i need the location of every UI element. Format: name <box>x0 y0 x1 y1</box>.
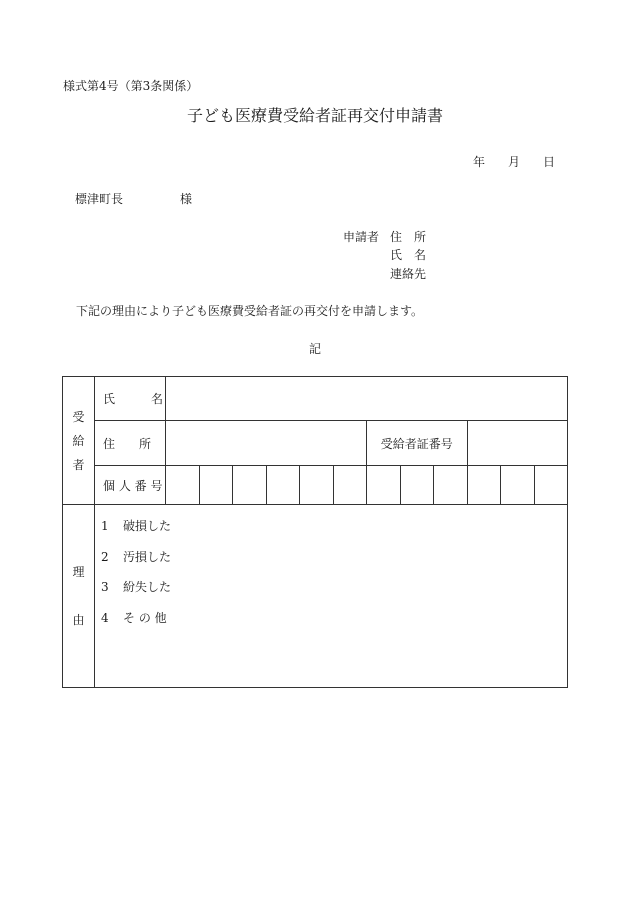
individual-number-digit[interactable] <box>467 466 501 505</box>
applicant-label: 申請者 <box>343 230 380 244</box>
recipient-address-label: 住 所 <box>95 421 166 466</box>
recipient-name-label: 氏 名 <box>95 377 166 421</box>
individual-number-digit[interactable] <box>434 466 468 505</box>
reason-number: 2 <box>101 549 109 564</box>
individual-number-digit[interactable] <box>166 466 200 505</box>
individual-number-digit[interactable] <box>367 466 401 505</box>
reason-options <box>95 505 568 688</box>
addressee-name: 標津町長 <box>75 192 124 206</box>
application-table <box>62 376 568 688</box>
reason-option[interactable] <box>101 578 567 609</box>
applicant-contact-label: 連絡先 <box>390 267 427 281</box>
recipient-header: 受 給 者 <box>63 377 95 505</box>
individual-number-digit[interactable] <box>266 466 300 505</box>
individual-number-digit[interactable] <box>233 466 267 505</box>
applicant-address-label: 住 所 <box>390 230 427 244</box>
certificate-number-field[interactable] <box>467 421 568 466</box>
individual-number-row <box>63 466 568 505</box>
recipient-name-field[interactable] <box>166 377 568 421</box>
date-month-label: 月 <box>508 155 521 169</box>
reason-number: 4 <box>101 610 109 625</box>
individual-number-digit[interactable] <box>501 466 535 505</box>
recipient-address-field[interactable] <box>166 421 367 466</box>
date-year-label: 年 <box>473 155 486 169</box>
individual-number-digit[interactable] <box>534 466 568 505</box>
reason-number: 3 <box>101 580 109 594</box>
reason-option[interactable] <box>101 548 567 579</box>
reason-header: 理 由 <box>63 505 95 688</box>
reason-text: 汚損した <box>123 549 172 564</box>
recipient-address-row <box>63 421 568 466</box>
individual-number-digit[interactable] <box>300 466 334 505</box>
reason-text: 破損した <box>123 519 172 533</box>
addressee-honorific: 様 <box>180 192 193 206</box>
reason-row <box>63 505 568 688</box>
application-statement: 下記の理由により子ども医療費受給者証の再交付を申請します。 <box>76 304 424 318</box>
reason-option[interactable] <box>101 517 567 548</box>
certificate-number-label: 受給者証番号 <box>367 421 468 466</box>
individual-number-digit[interactable] <box>333 466 367 505</box>
document-title: 子ども医療費受給者証再交付申請書 <box>186 106 443 125</box>
reason-option[interactable] <box>101 609 567 640</box>
individual-number-digit[interactable] <box>400 466 434 505</box>
ki-heading: 記 <box>308 342 321 356</box>
reason-number: 1 <box>101 519 109 533</box>
form-number: 様式第4号（第3条関係） <box>63 79 199 93</box>
reason-text: そ の 他 <box>123 610 167 625</box>
applicant-name-label: 氏 名 <box>390 248 427 262</box>
individual-number-label: 個 人 番 号 <box>95 466 166 505</box>
reason-text: 紛失した <box>123 580 172 594</box>
recipient-name-row <box>63 377 568 421</box>
individual-number-digit[interactable] <box>199 466 233 505</box>
date-day-label: 日 <box>543 155 556 169</box>
